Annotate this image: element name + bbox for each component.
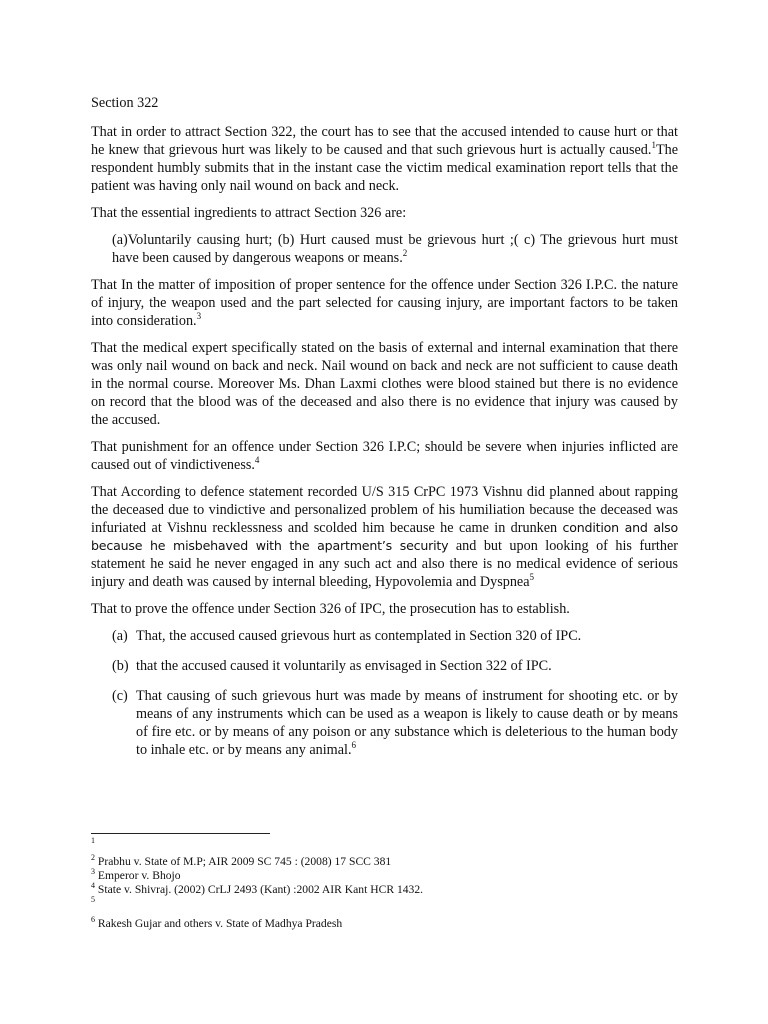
footnote-5	[91, 897, 651, 911]
footnote-text: State v. Shivraj. (2002) CrLJ 2493 (Kant) :2002 AIR Kant HCR 1432.	[97, 883, 424, 896]
section-heading: Section 322	[91, 95, 159, 111]
footnote-text: Prabhu v. State of M.P; AIR 2009 SC 745 : (2008) 17 SCC 381	[97, 855, 392, 868]
paragraph-text: That punishment for an offence under Section 326 I.P.C; should be severe when injuries inflicted are caused out of vindictiveness.	[91, 439, 678, 473]
footnote-6	[91, 917, 651, 931]
list-marker: (b)	[112, 658, 129, 674]
footnote-number: 3	[91, 867, 95, 876]
paragraph-prosecution-intro: That to prove the offence under Section 326 of IPC, the prosecution has to establish.	[91, 601, 570, 617]
list-item-text: That causing of such grievous hurt was made by means of instrument for shooting etc. or by means of any instruments which can be used as a weapon is likely to cause death or by means of fire etc. or by means of any poison or any substance which is deleterious to the human body to inhale etc. or by means any animal.	[136, 688, 678, 758]
paragraph-text: and but upon looking of his further statement he said he never engaged in any such act and also there is no medical evidence of serious injury and death was caused by internal bleeding, Hypovolemia and Dyspnea	[91, 538, 678, 590]
footnote-text: Emperor v. Bhojo	[97, 869, 181, 882]
footnote-4	[91, 883, 651, 897]
footnote-ref[interactable]: 2	[402, 248, 408, 258]
list-marker: (c)	[112, 688, 128, 704]
footnote-number: 1	[91, 836, 95, 845]
footnote-number: 5	[91, 895, 95, 904]
footnotes	[91, 838, 651, 931]
prosecution-requirements-list	[91, 627, 678, 759]
footnote-2	[91, 855, 651, 869]
list-item-text: That, the accused caused grievous hurt as contemplated in Section 320 of IPC.	[136, 628, 582, 644]
footnote-ref[interactable]: 3	[196, 311, 202, 321]
list-item	[91, 627, 678, 645]
footnote-ref[interactable]: 4	[254, 455, 260, 465]
footnote-separator	[91, 833, 270, 834]
footnote-ref[interactable]: 6	[351, 740, 357, 750]
paragraph-section-322-test	[91, 123, 678, 195]
list-item	[91, 687, 678, 759]
footnote-number: 2	[91, 853, 95, 862]
list-item-text: that the accused caused it voluntarily as envisaged in Section 322 of IPC.	[136, 658, 552, 674]
paragraph-sentencing	[91, 276, 678, 330]
footnote-number: 4	[91, 881, 95, 890]
paragraph-medical-expert: That the medical expert specifically stated on the basis of external and internal examination that there was only nail wound on back and neck. Nail wound on back and neck are not sufficient to cause death in the normal course. Moreover Ms. Dhan Laxmi clothes were blood stained but there is no evidence on record that the blood was of the deceased and also there is no evidence that injury was caused by the accused.	[91, 340, 678, 428]
paragraph-defence-statement	[91, 483, 678, 591]
paragraph-ingredients-intro: That the essential ingredients to attract Section 326 are:	[91, 205, 407, 221]
paragraph-punishment	[91, 438, 678, 474]
paragraph-text: The respondent humbly submits that in the instant case the victim medical examination report tells that the patient was having only nail wound on back and neck.	[91, 142, 678, 194]
footnote-ref[interactable]: 5	[529, 572, 535, 582]
footnote-1	[91, 838, 651, 852]
paragraph-text: That In the matter of imposition of proper sentence for the offence under Section 326 I.P.C. the nature of injury, the weapon used and the part selected for causing injury, are important factors to be taken into consideration.	[91, 277, 678, 329]
paragraph-text: That According to defence statement recorded U/S 315 CrPC 1973 Vishnu did planned about rapping the deceased due to vindictive and personalized problem of his humiliation because the deceased was infuriated at Vishnu recklessness and scolded him because he came in drunken	[91, 484, 678, 536]
list-marker: (a)	[112, 628, 128, 644]
footnote-ref[interactable]: 1	[651, 140, 656, 150]
paragraph-text-sans: condition and also because he misbehaved with the apartment’s security	[91, 520, 678, 553]
list-item	[91, 657, 678, 675]
paragraph-text: (a)Voluntarily causing hurt; (b) Hurt caused must be grievous hurt ;( c) The grievous hurt must have been caused by dangerous weapons or means.	[112, 232, 678, 266]
footnote-text: Rakesh Gujar and others v. State of Madhya Pradesh	[97, 917, 343, 930]
footnote-3	[91, 869, 651, 883]
footnote-number: 6	[91, 915, 95, 924]
paragraph-text: That in order to attract Section 322, the court has to see that the accused intended to cause hurt or that he knew that grievous hurt was likely to be caused and that such grievous hurt is actually caused.	[91, 124, 678, 158]
paragraph-ingredients	[112, 231, 678, 267]
